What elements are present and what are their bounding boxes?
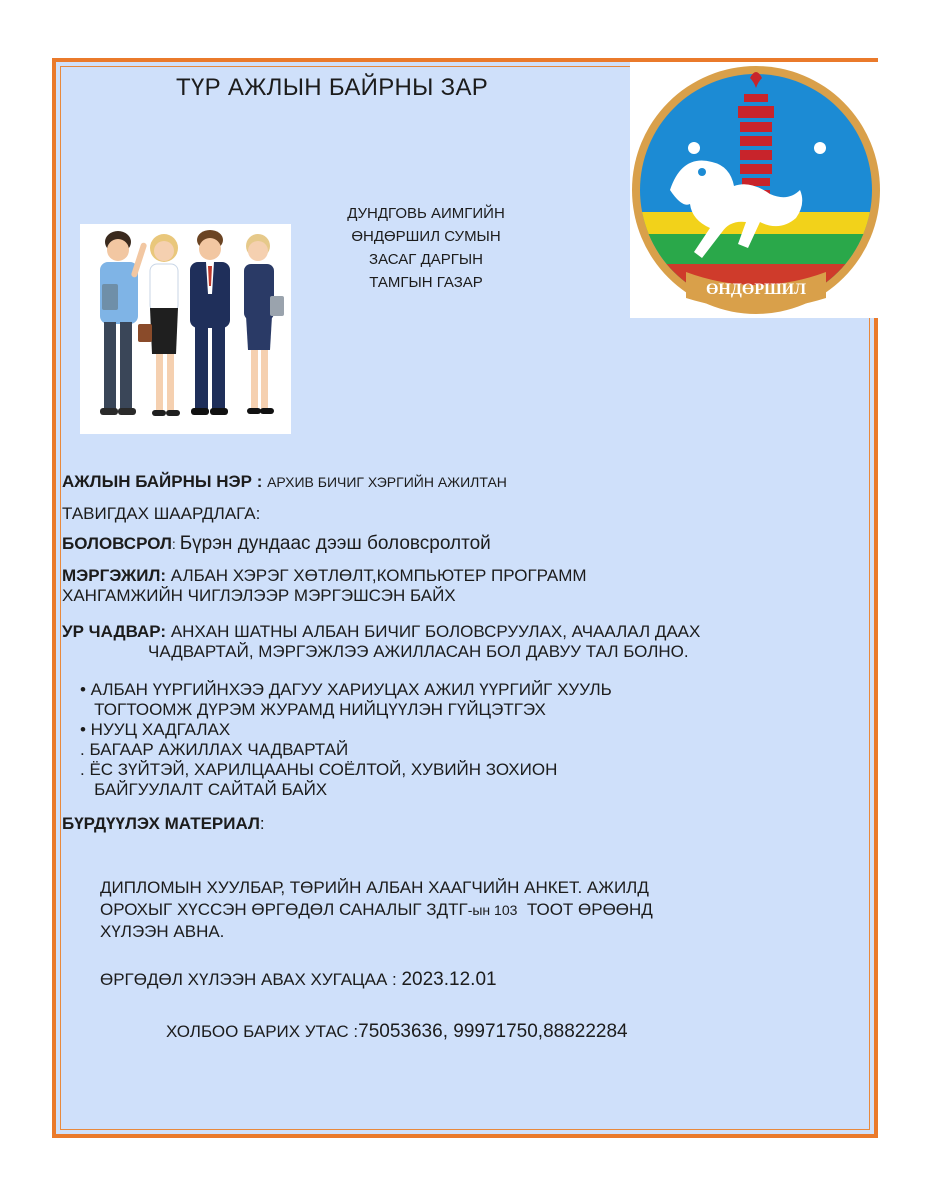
deadline-date: 2023.12.01 bbox=[401, 969, 497, 990]
materials-line2-part: ОРОХЫГ ХҮССЭН ӨРГӨДӨЛ САНАЛЫГ ЗДТГ bbox=[100, 900, 468, 919]
office-workers-illustration bbox=[80, 224, 291, 434]
deadline-row bbox=[100, 970, 497, 990]
duty-bullet: . БАГААР АЖИЛЛАХ ЧАДВАРТАЙ bbox=[80, 740, 349, 759]
emblem-image bbox=[630, 62, 882, 318]
materials-label: БҮРДҮҮЛЭХ МАТЕРИАЛ bbox=[62, 814, 260, 833]
deadline-label: ӨРГӨДӨЛ ХҮЛЭЭН АВАХ ХУГАЦАА : bbox=[100, 970, 402, 989]
duty-bullet: • АЛБАН ҮҮРГИЙНХЭЭ ДАГУУ ХАРИУЦАХ АЖИЛ ҮҮРГИЙГ ХУУЛЬ bbox=[80, 680, 612, 699]
soum-emblem bbox=[630, 62, 882, 318]
materials-heading bbox=[62, 814, 265, 834]
education-label: БОЛОВСРОЛ bbox=[62, 534, 172, 553]
materials-line2-part: -ын 103 bbox=[467, 902, 518, 918]
contact-label: ХОЛБОО БАРИХ УТАС : bbox=[166, 1022, 359, 1041]
position-label: АЖЛЫН БАЙРНЫ НЭР : bbox=[62, 472, 268, 491]
materials-colon: : bbox=[259, 814, 265, 833]
organization-line: ТАМГЫН ГАЗАР bbox=[369, 274, 483, 291]
skills-row bbox=[62, 622, 700, 642]
skills-label: УР ЧАДВАР: bbox=[62, 622, 167, 641]
education-row bbox=[62, 534, 491, 554]
organization-line: ӨНДӨРШИЛ СУМЫН bbox=[351, 228, 501, 245]
emblem-label: ӨНДӨРШИЛ bbox=[705, 281, 807, 298]
profession-value-line2: ХАНГАМЖИЙН ЧИГЛЭЛЭЭР МЭРГЭШСЭН БАЙХ bbox=[62, 586, 456, 605]
profession-label: МЭРГЭЖИЛ: bbox=[62, 566, 167, 585]
organization-line: ДУНДГОВЬ АИМГИЙН bbox=[347, 205, 505, 222]
position-value: АРХИВ БИЧИГ ХЭРГИЙН АЖИЛТАН bbox=[267, 474, 507, 490]
duty-bullet: • НУУЦ ХАДГАЛАХ bbox=[80, 720, 231, 739]
profession-value: АЛБАН ХЭРЭГ ХӨТЛӨЛТ,КОМПЬЮТЕР ПРОГРАММ bbox=[166, 566, 587, 585]
job-announcement-poster bbox=[52, 58, 878, 1138]
skills-value: АНХАН ШАТНЫ АЛБАН БИЧИГ БОЛОВСРУУЛАХ, АЧААЛАЛ ДААХ bbox=[166, 622, 701, 641]
duty-bullet: ТОГТООМЖ ДҮРЭМ ЖУРАМД НИЙЦҮҮЛЭН ГҮЙЦЭТГЭХ bbox=[80, 700, 546, 719]
requirements-heading: ТАВИГДАХ ШААРДЛАГА: bbox=[62, 504, 261, 523]
materials-line: ХҮЛЭЭН АВНА. bbox=[100, 922, 225, 941]
organization-name bbox=[326, 202, 526, 294]
position-row bbox=[62, 472, 507, 492]
duty-bullet: БАЙГУУЛАЛТ САЙТАЙ БАЙХ bbox=[80, 780, 328, 799]
skills-value-line2: ЧАДВАРТАЙ, МЭРГЭЖЛЭЭ АЖИЛЛАСАН БОЛ ДАВУУ ТАЛ БОЛНО. bbox=[148, 642, 689, 661]
organization-line: ЗАСАГ ДАРГЫН bbox=[369, 251, 483, 268]
education-sep: : bbox=[171, 536, 180, 552]
people-image bbox=[80, 224, 291, 434]
announcement-title: ТҮР АЖЛЫН БАЙРНЫ ЗАР bbox=[176, 74, 489, 101]
person-4 bbox=[244, 234, 284, 414]
education-value: Бүрэн дундаас дээш боловсролтой bbox=[179, 533, 491, 554]
contact-row bbox=[166, 1022, 628, 1042]
materials-line2-part: ТООТ ӨРӨӨНД bbox=[517, 900, 653, 919]
person-1 bbox=[100, 231, 147, 415]
materials-line: ДИПЛОМЫН ХУУЛБАР, ТӨРИЙН АЛБАН ХААГЧИЙН АНКЕТ. АЖИЛД bbox=[100, 878, 649, 897]
contact-phones: 75053636, 99971750,88822284 bbox=[358, 1021, 628, 1042]
person-2 bbox=[138, 234, 180, 416]
profession-row bbox=[62, 566, 587, 586]
materials-line bbox=[100, 900, 653, 920]
duty-bullet: . ЁС ЗҮЙТЭЙ, ХАРИЛЦААНЫ СОЁЛТОЙ, ХУВИЙН ЗОХИОН bbox=[80, 760, 558, 779]
person-3 bbox=[190, 230, 230, 415]
